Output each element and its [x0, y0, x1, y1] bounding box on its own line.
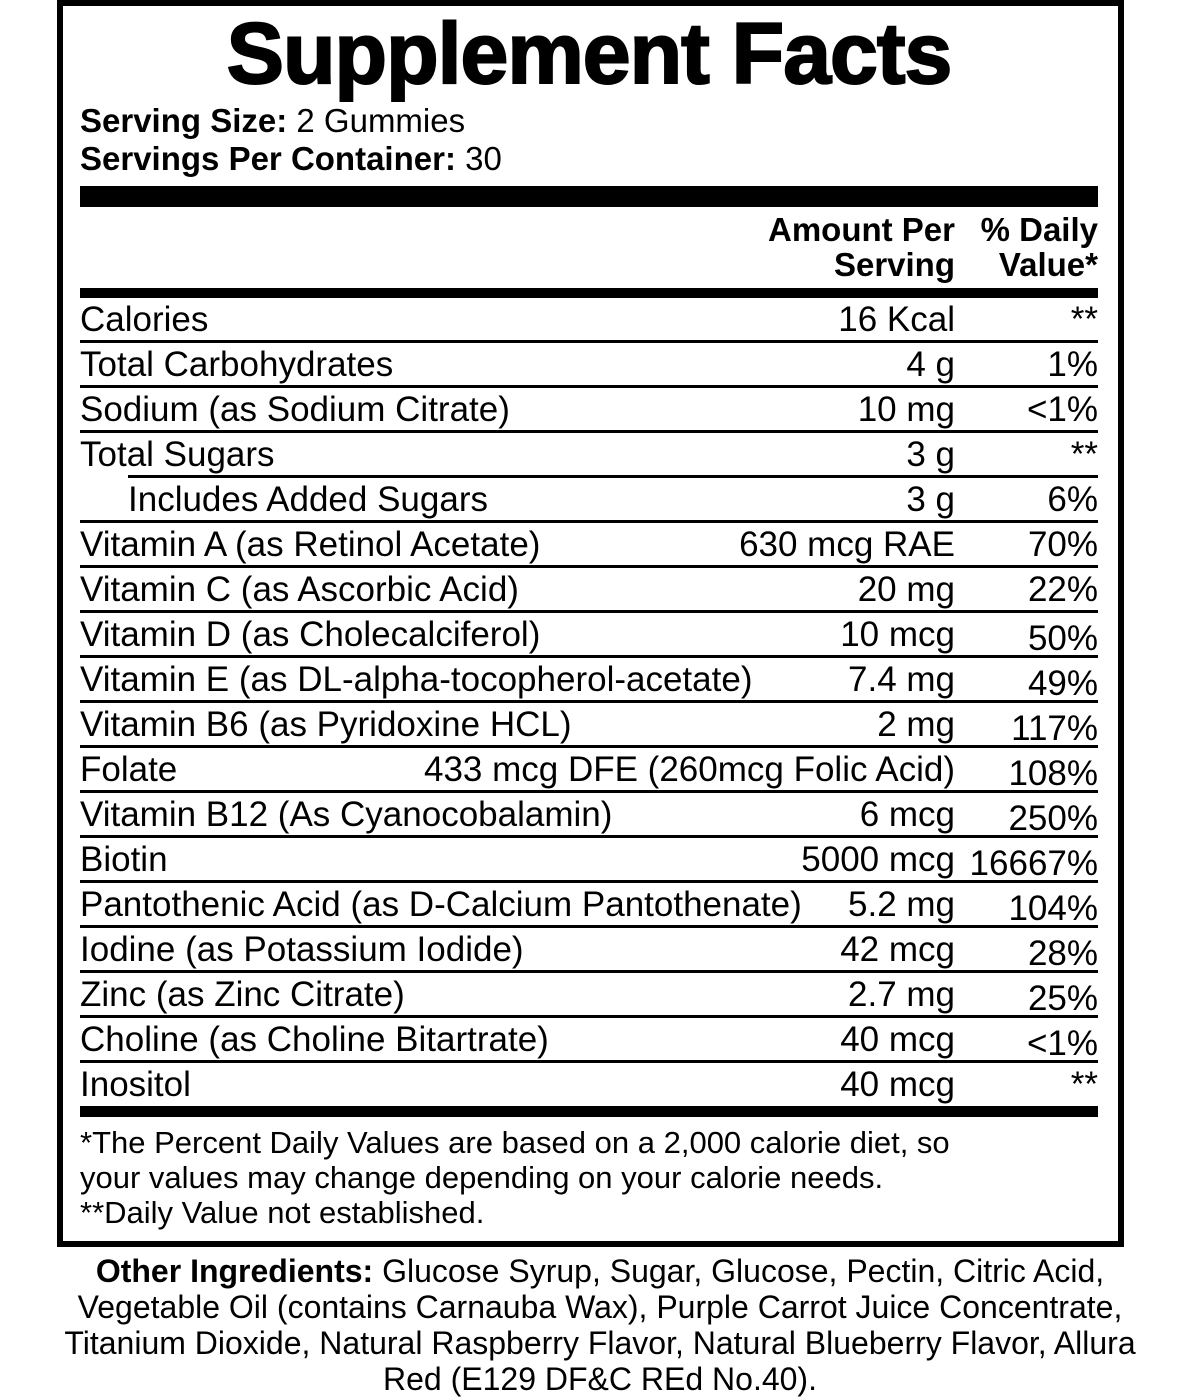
serving-size-value: 2 Gummies [287, 102, 466, 139]
nutrient-name: Inositol [80, 1065, 191, 1104]
nutrient-daily-value: ** [1070, 300, 1098, 339]
nutrient-daily-value: 49% [1027, 664, 1098, 703]
nutrient-amount: 20 mg [857, 570, 955, 609]
nutrient-name: Total Carbohydrates [80, 345, 394, 384]
divider-bar-footnote [80, 1106, 1098, 1117]
row-pantothenic-acid [80, 883, 1098, 928]
amount-header-line2: Serving [833, 246, 955, 283]
nutrient-daily-value: 22% [1027, 570, 1098, 609]
row-vitamin-b6 [80, 703, 1098, 748]
row-iodine [80, 928, 1098, 973]
row-added-sugars [80, 478, 1098, 523]
nutrient-name: Vitamin B6 (as Pyridoxine HCL) [80, 705, 572, 744]
row-calories [80, 298, 1098, 343]
nutrient-daily-value: ** [1070, 435, 1098, 474]
row-inositol [80, 1063, 1098, 1105]
nutrient-amount: 2.7 mg [848, 975, 955, 1014]
row-vitamin-e [80, 658, 1098, 703]
nutrient-amount: 16 Kcal [838, 300, 955, 339]
nutrient-amount: 2 mg [877, 705, 955, 744]
nutrient-daily-value: 117% [1011, 709, 1098, 748]
nutrient-amount: 3 g [906, 435, 955, 474]
row-sodium [80, 388, 1098, 433]
nutrient-daily-value: 250% [1008, 799, 1098, 838]
nutrient-amount: 433 mcg DFE (260mcg Folic Acid) [423, 750, 955, 789]
nutrient-name: Vitamin D (as Cholecalciferol) [80, 615, 541, 654]
nutrient-daily-value: ** [1070, 1065, 1098, 1104]
nutrient-name: Vitamin C (as Ascorbic Acid) [80, 570, 519, 609]
amount-per-serving-header [768, 212, 955, 282]
nutrient-amount: 40 mcg [840, 1020, 955, 1059]
nutrient-name: Includes Added Sugars [128, 480, 488, 519]
row-zinc [80, 973, 1098, 1018]
other-ingredients-section [0, 1253, 1200, 1397]
nutrient-amount: 5000 mcg [801, 840, 955, 879]
nutrient-daily-value: 16667% [969, 844, 1098, 883]
nutrient-name: Pantothenic Acid (as D-Calcium Pantothenate) [80, 885, 802, 924]
nutrient-daily-value: <1% [1026, 390, 1098, 429]
nutrient-name: Zinc (as Zinc Citrate) [80, 975, 405, 1014]
row-total-sugars [80, 433, 1098, 478]
row-biotin [80, 838, 1098, 883]
nutrient-amount: 5.2 mg [848, 885, 955, 924]
nutrient-daily-value: 70% [1027, 525, 1098, 564]
other-ingredients-line4: Red (E129 DF&C REd No.40). [383, 1361, 817, 1397]
nutrient-daily-value: 6% [1047, 480, 1098, 519]
nutrient-daily-value: 104% [1008, 889, 1098, 928]
nutrient-name: Vitamin A (as Retinol Acetate) [80, 525, 541, 564]
nutrient-name: Calories [80, 300, 209, 339]
row-vitamin-a [80, 523, 1098, 568]
nutrient-amount: 3 g [906, 480, 955, 519]
nutrient-daily-value: 28% [1027, 934, 1098, 973]
serving-size-label: Serving Size: [80, 102, 288, 139]
nutrient-name: Choline (as Choline Bitartrate) [80, 1020, 549, 1059]
divider-bar-top [80, 186, 1098, 207]
nutrient-name: Sodium (as Sodium Citrate) [80, 390, 510, 429]
nutrient-name: Folate [80, 750, 178, 789]
nutrient-amount: 4 g [906, 345, 955, 384]
nutrient-name: Vitamin B12 (As Cyanocobalamin) [80, 795, 613, 834]
serving-info [80, 102, 1098, 178]
row-vitamin-c [80, 568, 1098, 613]
nutrient-name: Total Sugars [80, 435, 275, 474]
servings-per-container-label: Servings Per Container: [80, 140, 456, 177]
amount-header-line1: Amount Per [767, 211, 955, 248]
other-ingredients-line1-rest: Glucose Syrup, Sugar, Glucose, Pectin, Citric Acid, [373, 1253, 1105, 1289]
nutrient-amount: 7.4 mg [848, 660, 955, 699]
daily-value-header [955, 212, 1098, 282]
column-headers [80, 207, 1098, 288]
nutrient-daily-value: 50% [1027, 619, 1098, 658]
nutrient-amount: 6 mcg [859, 795, 955, 834]
panel-title: Supplement Facts [226, 6, 952, 102]
supplement-facts-panel [57, 0, 1124, 1247]
nutrient-daily-value: 108% [1008, 754, 1098, 793]
other-ingredients-line1 [0, 1253, 1200, 1289]
footnote-line1: *The Percent Daily Values are based on a 2,000 calorie diet, so [80, 1125, 950, 1160]
nutrient-amount: 40 mcg [840, 1065, 955, 1104]
nutrient-amount: 10 mcg [840, 615, 955, 654]
row-vitamin-d [80, 613, 1098, 658]
other-ingredients-line2: Vegetable Oil (contains Carnauba Wax), Purple Carrot Juice Concentrate, [77, 1289, 1123, 1325]
daily-value-header-line1: % Daily [980, 211, 1098, 248]
row-choline [80, 1018, 1098, 1063]
daily-value-footnote [80, 1117, 1098, 1230]
nutrient-name: Vitamin E (as DL-alpha-tocopherol-acetate) [80, 660, 753, 699]
divider-bar-header [80, 288, 1098, 298]
nutrient-table [80, 298, 1098, 1105]
row-folate [80, 748, 1098, 793]
footnote-line3: **Daily Value not established. [80, 1195, 485, 1230]
other-ingredients-label: Other Ingredients: [95, 1253, 374, 1289]
serving-size-line [80, 102, 1098, 140]
nutrient-amount: 10 mg [857, 390, 955, 429]
other-ingredients-line3: Titanium Dioxide, Natural Raspberry Flavor, Natural Blueberry Flavor, Allura [64, 1325, 1136, 1361]
footnote-line2: your values may change depending on your calorie needs. [80, 1160, 884, 1195]
row-total-carbohydrates [80, 343, 1098, 388]
nutrient-name: Biotin [80, 840, 168, 879]
nutrient-daily-value: 25% [1027, 979, 1098, 1018]
daily-value-header-line2: Value* [998, 246, 1098, 283]
nutrient-amount: 630 mcg RAE [739, 525, 955, 564]
row-vitamin-b12 [80, 793, 1098, 838]
nutrient-name: Iodine (as Potassium Iodide) [80, 930, 524, 969]
nutrient-daily-value: 1% [1047, 345, 1098, 384]
nutrient-amount: 42 mcg [840, 930, 955, 969]
nutrient-daily-value: <1% [1026, 1024, 1098, 1063]
servings-per-container-value: 30 [455, 140, 502, 177]
servings-per-container-line [80, 140, 1098, 178]
